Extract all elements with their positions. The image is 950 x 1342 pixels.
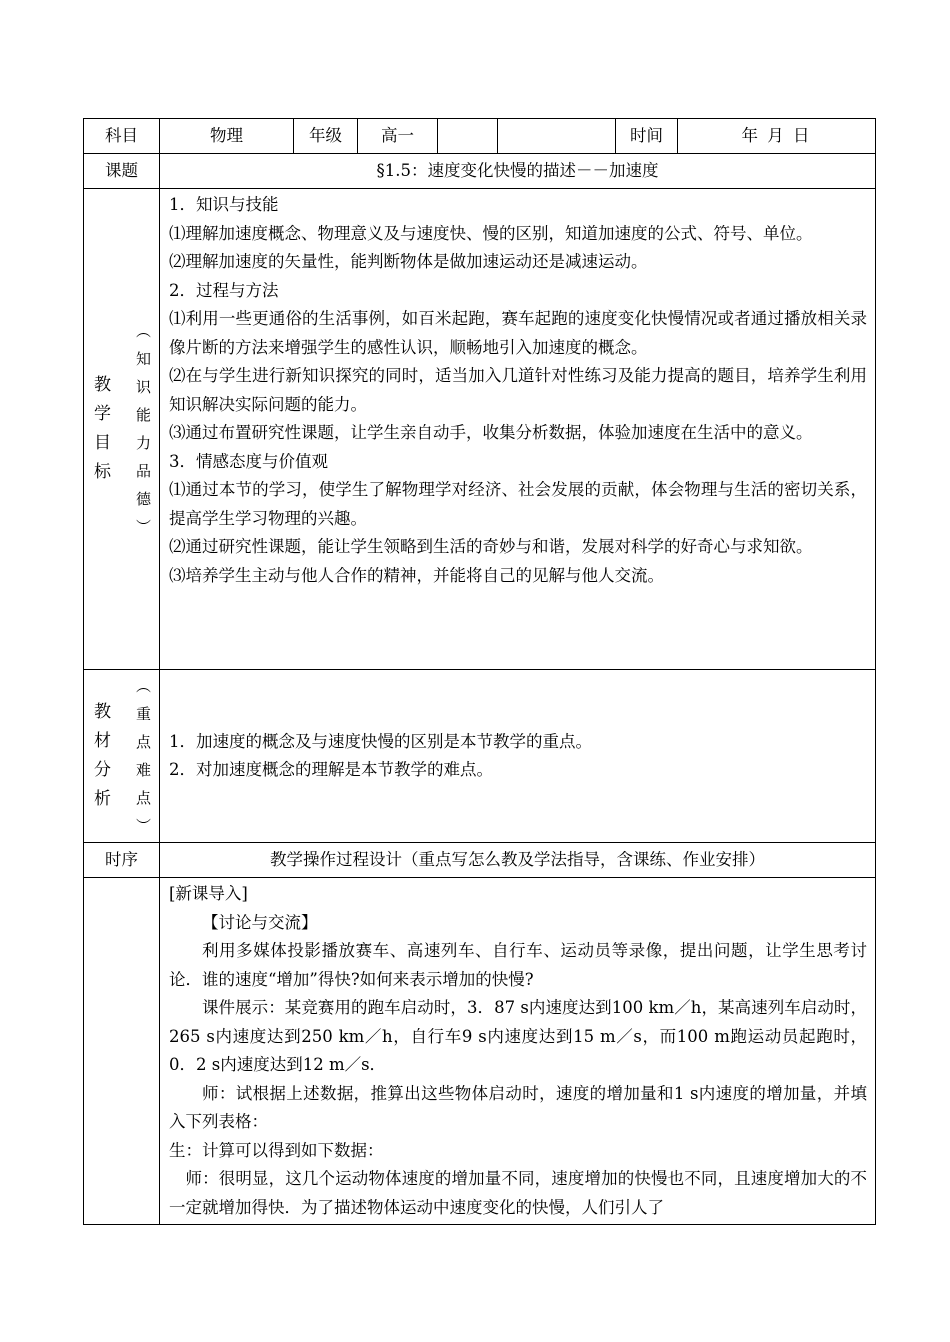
process-line: 利用多媒体投影播放赛车、高速列车、自行车、运动员等录像，提出问题，让学生思考讨论．谁的速度“增加”得快?如何来表示增加的快慢?	[169, 941, 867, 989]
topic-row	[84, 154, 876, 189]
objectives-label-sub: ︵ 知 识 能 力 品 德 ︶	[135, 322, 151, 536]
subject-value: 物理	[160, 119, 294, 154]
process-line: 生：计算可以得到如下数据：	[169, 1140, 384, 1160]
objective-line: ⑵在与学生进行新知识探究的同时，适当加入几道针对性练习及能力提高的题目，培养学生利用知识解决实际问题的能力。	[169, 366, 867, 414]
process-time-cell	[84, 878, 160, 1225]
objective-line: ⑴理解加速度概念、物理意义及与速度快、慢的区别，知道加速度的公式、符号、单位。	[169, 223, 813, 243]
objective-line: 3．情感态度与价值观	[169, 451, 328, 471]
topic-label: 课题	[84, 154, 160, 189]
analysis-line: 2．对加速度概念的理解是本节教学的难点。	[169, 760, 493, 779]
objectives-content	[160, 189, 876, 670]
process-content-row	[84, 878, 876, 1225]
analysis-label-main: 教 材 分 析	[94, 702, 111, 809]
process-header-row	[84, 843, 876, 878]
objective-line: ⑴通过本节的学习，使学生了解物理学对经济、社会发展的贡献，体会物理与生活的密切关系，提高学生学习物理的兴趣。	[169, 480, 867, 528]
time-label: 时间	[616, 119, 678, 154]
subject-label: 科目	[84, 119, 160, 154]
topic-value: §1.5：速度变化快慢的描述－－加速度	[160, 154, 876, 189]
process-line: [新课导入]	[169, 884, 248, 903]
empty-cell-1	[438, 119, 498, 154]
date-value: 年 月 日	[678, 119, 876, 154]
objective-line: ⑵理解加速度的矢量性，能判断物体是做加速运动还是减速运动。	[169, 252, 648, 271]
analysis-content	[160, 670, 876, 843]
objective-line: ⑵通过研究性课题，能让学生领略到生活的奇妙与和谐，发展对科学的好奇心与求知欲。	[169, 537, 813, 556]
empty-cell-2	[498, 119, 616, 154]
process-line: 师：很明显，这几个运动物体速度的增加量不同，速度增加的快慢也不同，且速度增加大的不一定就增加得快．为了描述物体运动中速度变化的快慢，人们引人了	[169, 1169, 867, 1217]
lesson-plan-table	[83, 118, 876, 1225]
process-content	[160, 878, 876, 1225]
process-line: 【讨论与交流】	[202, 912, 318, 932]
objectives-label-cell	[84, 189, 160, 670]
process-line: 师：试根据上述数据，推算出这些物体启动时，速度的增加量和1 s内速度的增加量，并填入下列表格：	[169, 1083, 867, 1131]
process-line: 课件展示：某竞赛用的跑车启动时，3．87 s内速度达到100 km／h，某高速列车启动时，265 s内速度达到250 km／h，自行车9 s内速度达到15 m／s，而100 m跑运动员起跑时，0．2 s内速度达到12 m／s．	[169, 998, 867, 1074]
grade-label: 年级	[294, 119, 358, 154]
grade-value: 高一	[358, 119, 438, 154]
objective-line: ⑴利用一些更通俗的生活事例，如百米起跑，赛车起跑的速度变化快慢情况或者通过播放相关录像片断的方法来增强学生的感性认识，顺畅地引入加速度的概念。	[169, 309, 867, 357]
objective-line: ⑶通过布置研究性课题，让学生亲自动手，收集分析数据，体验加速度在生活中的意义。	[169, 423, 813, 442]
analysis-label-sub: ︵ 重 点 难 点 ︶	[135, 677, 151, 835]
analysis-label-cell	[84, 670, 160, 843]
objectives-label-main: 教 学 目 标	[94, 375, 111, 482]
objective-line: 1．知识与技能	[169, 195, 279, 214]
header-row	[84, 119, 876, 154]
process-design-label: 教学操作过程设计（重点写怎么教及学法指导，含课练、作业安排）	[160, 843, 876, 878]
analysis-line: 1．加速度的概念及与速度快慢的区别是本节教学的重点。	[169, 731, 592, 751]
objective-line: ⑶培养学生主动与他人合作的精神，并能将自己的见解与他人交流。	[169, 565, 664, 585]
analysis-row	[84, 670, 876, 843]
objectives-row	[84, 189, 876, 670]
objective-line: 2．过程与方法	[169, 280, 279, 300]
time-sequence-label: 时序	[84, 843, 160, 878]
